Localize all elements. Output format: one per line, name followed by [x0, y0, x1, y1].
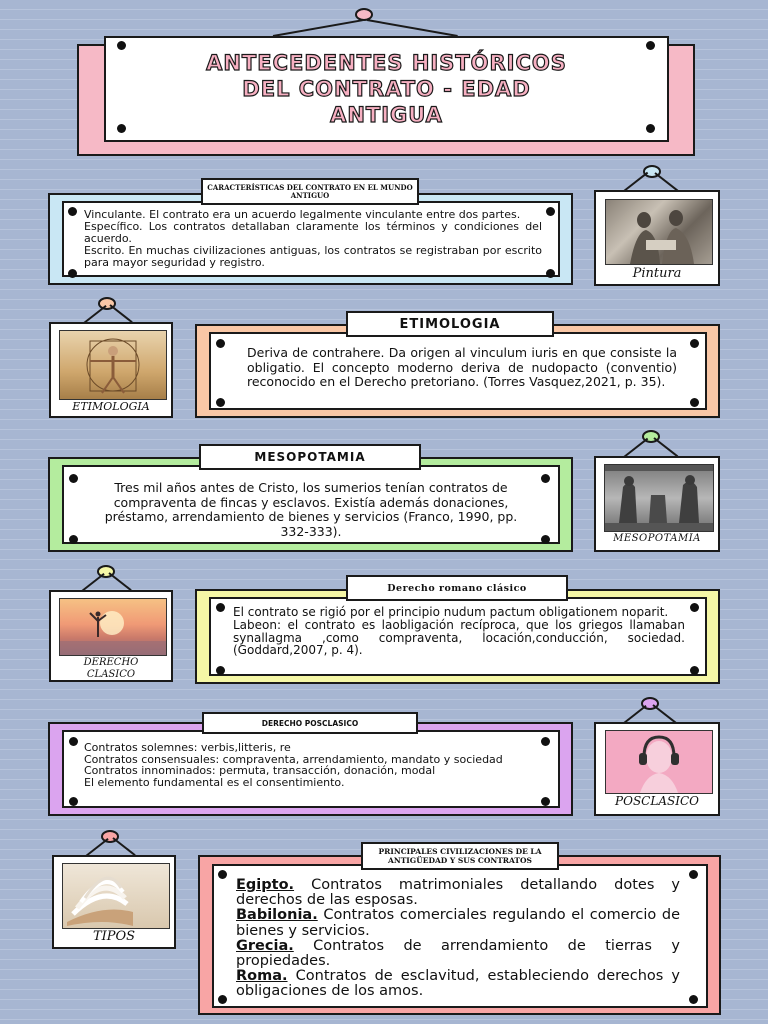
page-title: [206, 50, 567, 128]
caracteristicas-card: [62, 201, 560, 277]
mesopotamia-caption: MESOPOTAMIA: [613, 533, 701, 544]
mesopotamia-label: [199, 444, 421, 470]
sunset-dancer-icon: [60, 599, 166, 655]
mesopotamia-text: Tres mil años antes de Cristo, los sumerios tenían contratos de compraventa de fincas y esclavos. Existía además donaciones, préstamo, arrendamiento de bienes y servicios (Franco, 1990, pp. 332-333).: [104, 480, 518, 539]
roma-name: Roma.: [236, 968, 288, 985]
title-line-2: DEL CONTRATO - EDAD: [242, 77, 531, 101]
bust-headphones-icon: [606, 731, 712, 793]
caracteristicas-text: Vinculante. El contrato era un acuerdo legalmente vinculante entre dos partes. Específico. Los contratos detallaban claramente los términos y condiciones del acuerdo. Escrito. En muchas civilizaciones antiguas, los contratos se registraban por escrito para mayor seguridad y registro.: [84, 208, 542, 269]
posclasico-caption: POSCLASICO: [615, 794, 699, 808]
posclasico-label-text: DERECHO POSCLASICO: [261, 718, 359, 728]
romano-label: [346, 575, 568, 601]
civilizaciones-label: [361, 842, 559, 870]
mesopotamia-image: [604, 464, 714, 532]
posclasico-picture-frame: [594, 722, 720, 816]
babilonia-text: Contratos comerciales regulando el comercio de bienes y servicios.: [236, 907, 680, 939]
grecia-name: Grecia.: [236, 937, 294, 954]
mesopotamia-section: [48, 457, 573, 552]
caracteristicas-label: [201, 178, 419, 205]
romano-section: [195, 589, 720, 684]
clasico-caption-2: CLASICO: [86, 669, 136, 680]
open-book-icon: [63, 864, 169, 928]
clasico-picture-frame: [49, 590, 173, 682]
pintura-caption: Pintura: [632, 266, 682, 281]
mesopotamia-card: [62, 465, 560, 544]
tipos-picture-frame: [52, 855, 176, 949]
civilizaciones-label-text: PRINCIPALES CIVILIZACIONES DE LA ANTIGÜEDAD Y SUS CONTRATOS: [378, 847, 542, 865]
title-panel: [104, 36, 669, 142]
babilonia-name: Babilonia.: [236, 907, 318, 924]
etimologia-label: [346, 311, 554, 337]
romano-card: [209, 597, 707, 676]
caracteristicas-label-text: CARACTERÍSTICAS DEL CONTRATO EN EL MUNDO ANTIGUO: [207, 182, 413, 200]
civilizaciones-section: [198, 855, 721, 1015]
mesopotamia-picture-frame: [594, 456, 720, 552]
etimologia-text: Deriva de contrahere. Da origen al vinculum iuris en que consiste la obligatio. El concepto moderno deriva de nudopacto (conventio) reconocido en el Derecho pretoriano. (Torres Vasquez,2021, p. 35).: [247, 345, 677, 389]
egipto-name: Egipto.: [236, 877, 295, 893]
grecia-text: Contratos de arrendamiento de tierras y propiedades.: [236, 937, 680, 970]
clasico-caption-1: DERECHO: [83, 657, 139, 668]
roma-text: Contratos de esclavitud, estableciendo derechos y obligaciones de los amos.: [236, 968, 680, 1000]
egipto-text: Contratos matrimoniales detallando dotes y derechos de las esposas.: [236, 877, 680, 909]
posclasico-label: [202, 712, 418, 734]
pintura-image: [605, 199, 713, 265]
tipos-caption: TIPOS: [92, 929, 136, 944]
posclasico-image: [605, 730, 713, 794]
mesopotamia-label-text: MESOPOTAMIA: [254, 450, 366, 464]
civilizacion-babilonia: [236, 908, 680, 938]
etimologia-caption: ETIMOLOGIA: [72, 400, 150, 413]
vitruvian-figure-icon: [60, 331, 166, 399]
etimologia-section: [195, 324, 720, 418]
etimologia-card: [209, 332, 707, 410]
posclasico-card: [62, 730, 560, 808]
relief-carving-icon: [605, 465, 713, 531]
romano-text: El contrato se rigió por el principio nudum pactum obligationem noparit. Labeon: el contrato es laobligación recíproca, que los griegos llamaban synallagma ,como compraventa, locación,conducción, sociedad. (Goddard,2007, p. 4).: [233, 605, 685, 658]
romano-label-text: Derecho romano clásico: [387, 582, 527, 594]
title-line-1: ANTECEDENTES HISTÓRICOS: [206, 51, 567, 75]
civilizaciones-list: [236, 878, 680, 1000]
etimologia-image: [59, 330, 167, 400]
clasico-image: [59, 598, 167, 656]
painting-figures-icon: [606, 200, 712, 264]
civilizacion-egipto: [236, 878, 680, 908]
etimologia-picture-frame: [49, 322, 173, 418]
posclasico-section: [48, 722, 573, 816]
title-line-3: ANTIGUA: [330, 103, 443, 127]
civilizacion-roma: [236, 969, 680, 999]
posclasico-text: Contratos solemnes: verbis,litteris, re Contratos consensuales: compraventa, arrendamiento, mandato y sociedad Contratos innominados: permuta, transacción, donación, modal El elemento fundamental es el consentimiento.: [84, 741, 503, 789]
tipos-image: [62, 863, 170, 929]
civilizaciones-card: [212, 864, 708, 1008]
pintura-picture-frame: [594, 190, 720, 286]
civilizacion-grecia: [236, 939, 680, 969]
caracteristicas-section: [48, 193, 573, 285]
etimologia-label-text: ETIMOLOGIA: [399, 316, 501, 332]
